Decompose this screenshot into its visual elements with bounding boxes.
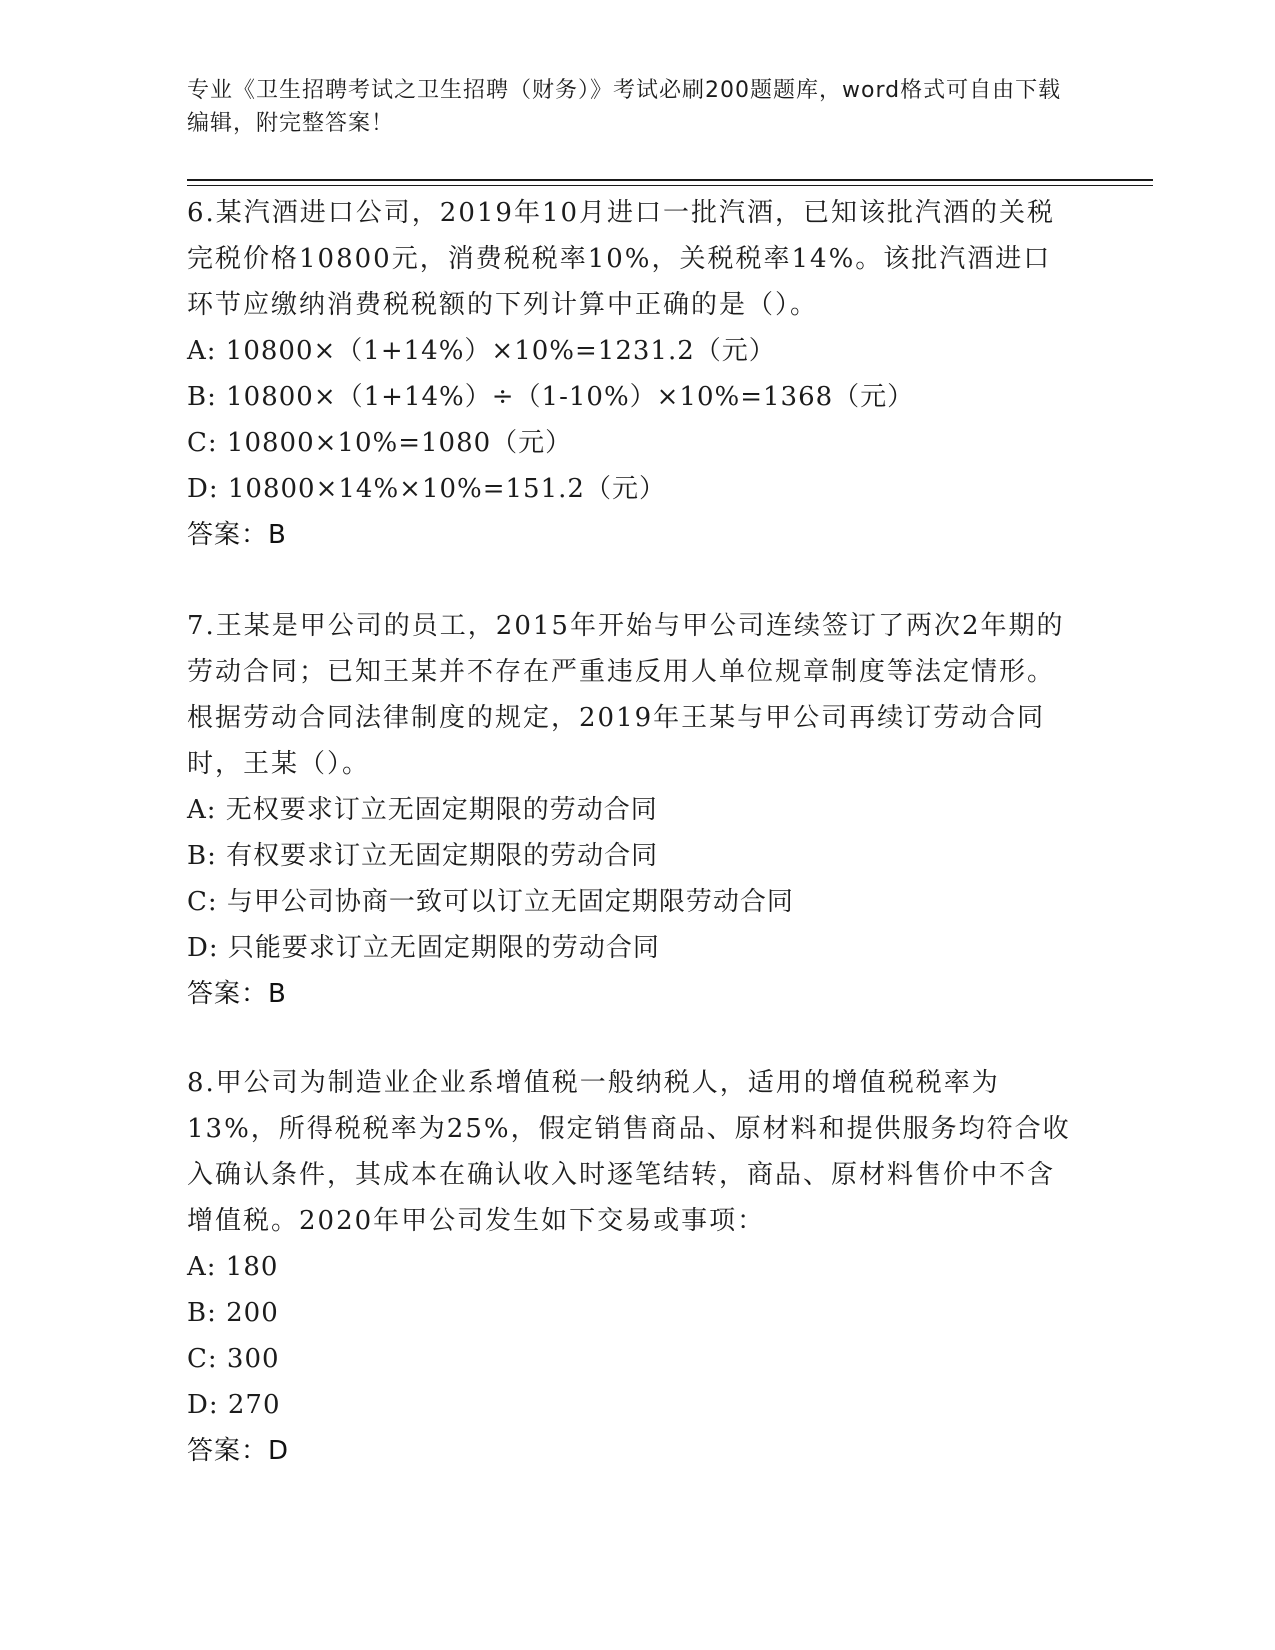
option-b: B: 200 (187, 1298, 279, 1328)
option-b: B: 有权要求订立无固定期限的劳动合同 (187, 841, 659, 871)
header-divider-thin (187, 185, 1153, 186)
option-d: D: 只能要求订立无固定期限的劳动合同 (187, 933, 660, 963)
answer-label: 答案：B (187, 520, 287, 550)
question-stem: 8.甲公司为制造业企业系增值税一般纳税人，适用的增值税税率为13%，所得税税率为25%，假定销售商品、原材料和提供服务均符合收入确认条件，其成本在确认收入时逐笔结转，商品、原材料售价中不含增值税。2020年甲公司发生如下交易或事项： (187, 1068, 1071, 1236)
option-a: A: 10800×（1+14%）×10%=1231.2（元） (187, 336, 776, 366)
answer-label: 答案：D (187, 1436, 290, 1466)
header-divider-thick (187, 179, 1153, 181)
header-intro-text: 专业《卫生招聘考试之卫生招聘（财务）》考试必刷200题题库，word格式可自由下载编辑，附完整答案！ (187, 78, 1062, 136)
question-stem: 7.王某是甲公司的员工，2015年开始与甲公司连续签订了两次2年期的劳动合同；已知王某并不存在严重违反用人单位规章制度等法定情形。根据劳动合同法律制度的规定，2019年王某与甲公司再续订劳动合同时，王某（）。 (187, 611, 1065, 779)
option-a: A: 180 (187, 1252, 279, 1282)
option-c: C: 10800×10%=1080（元） (187, 428, 573, 458)
option-b: B: 10800×（1+14%）÷（1-10%）×10%=1368（元） (187, 382, 915, 412)
option-c: C: 与甲公司协商一致可以订立无固定期限劳动合同 (187, 887, 794, 917)
option-a: A: 无权要求订立无固定期限的劳动合同 (187, 795, 658, 825)
option-c: C: 300 (187, 1344, 280, 1374)
question-6 (187, 190, 1077, 558)
answer-label: 答案：B (187, 979, 287, 1009)
option-d: D: 10800×14%×10%=151.2（元） (187, 474, 666, 504)
document-header (187, 74, 1067, 140)
option-d: D: 270 (187, 1390, 281, 1420)
question-stem: 6.某汽酒进口公司，2019年10月进口一批汽酒，已知该批汽酒的关税完税价格10800元，消费税税率10%，关税税率14%。该批汽酒进口环节应缴纳消费税税额的下列计算中正确的是（）。 (187, 198, 1056, 320)
question-8 (187, 1060, 1077, 1474)
question-7 (187, 603, 1077, 1017)
